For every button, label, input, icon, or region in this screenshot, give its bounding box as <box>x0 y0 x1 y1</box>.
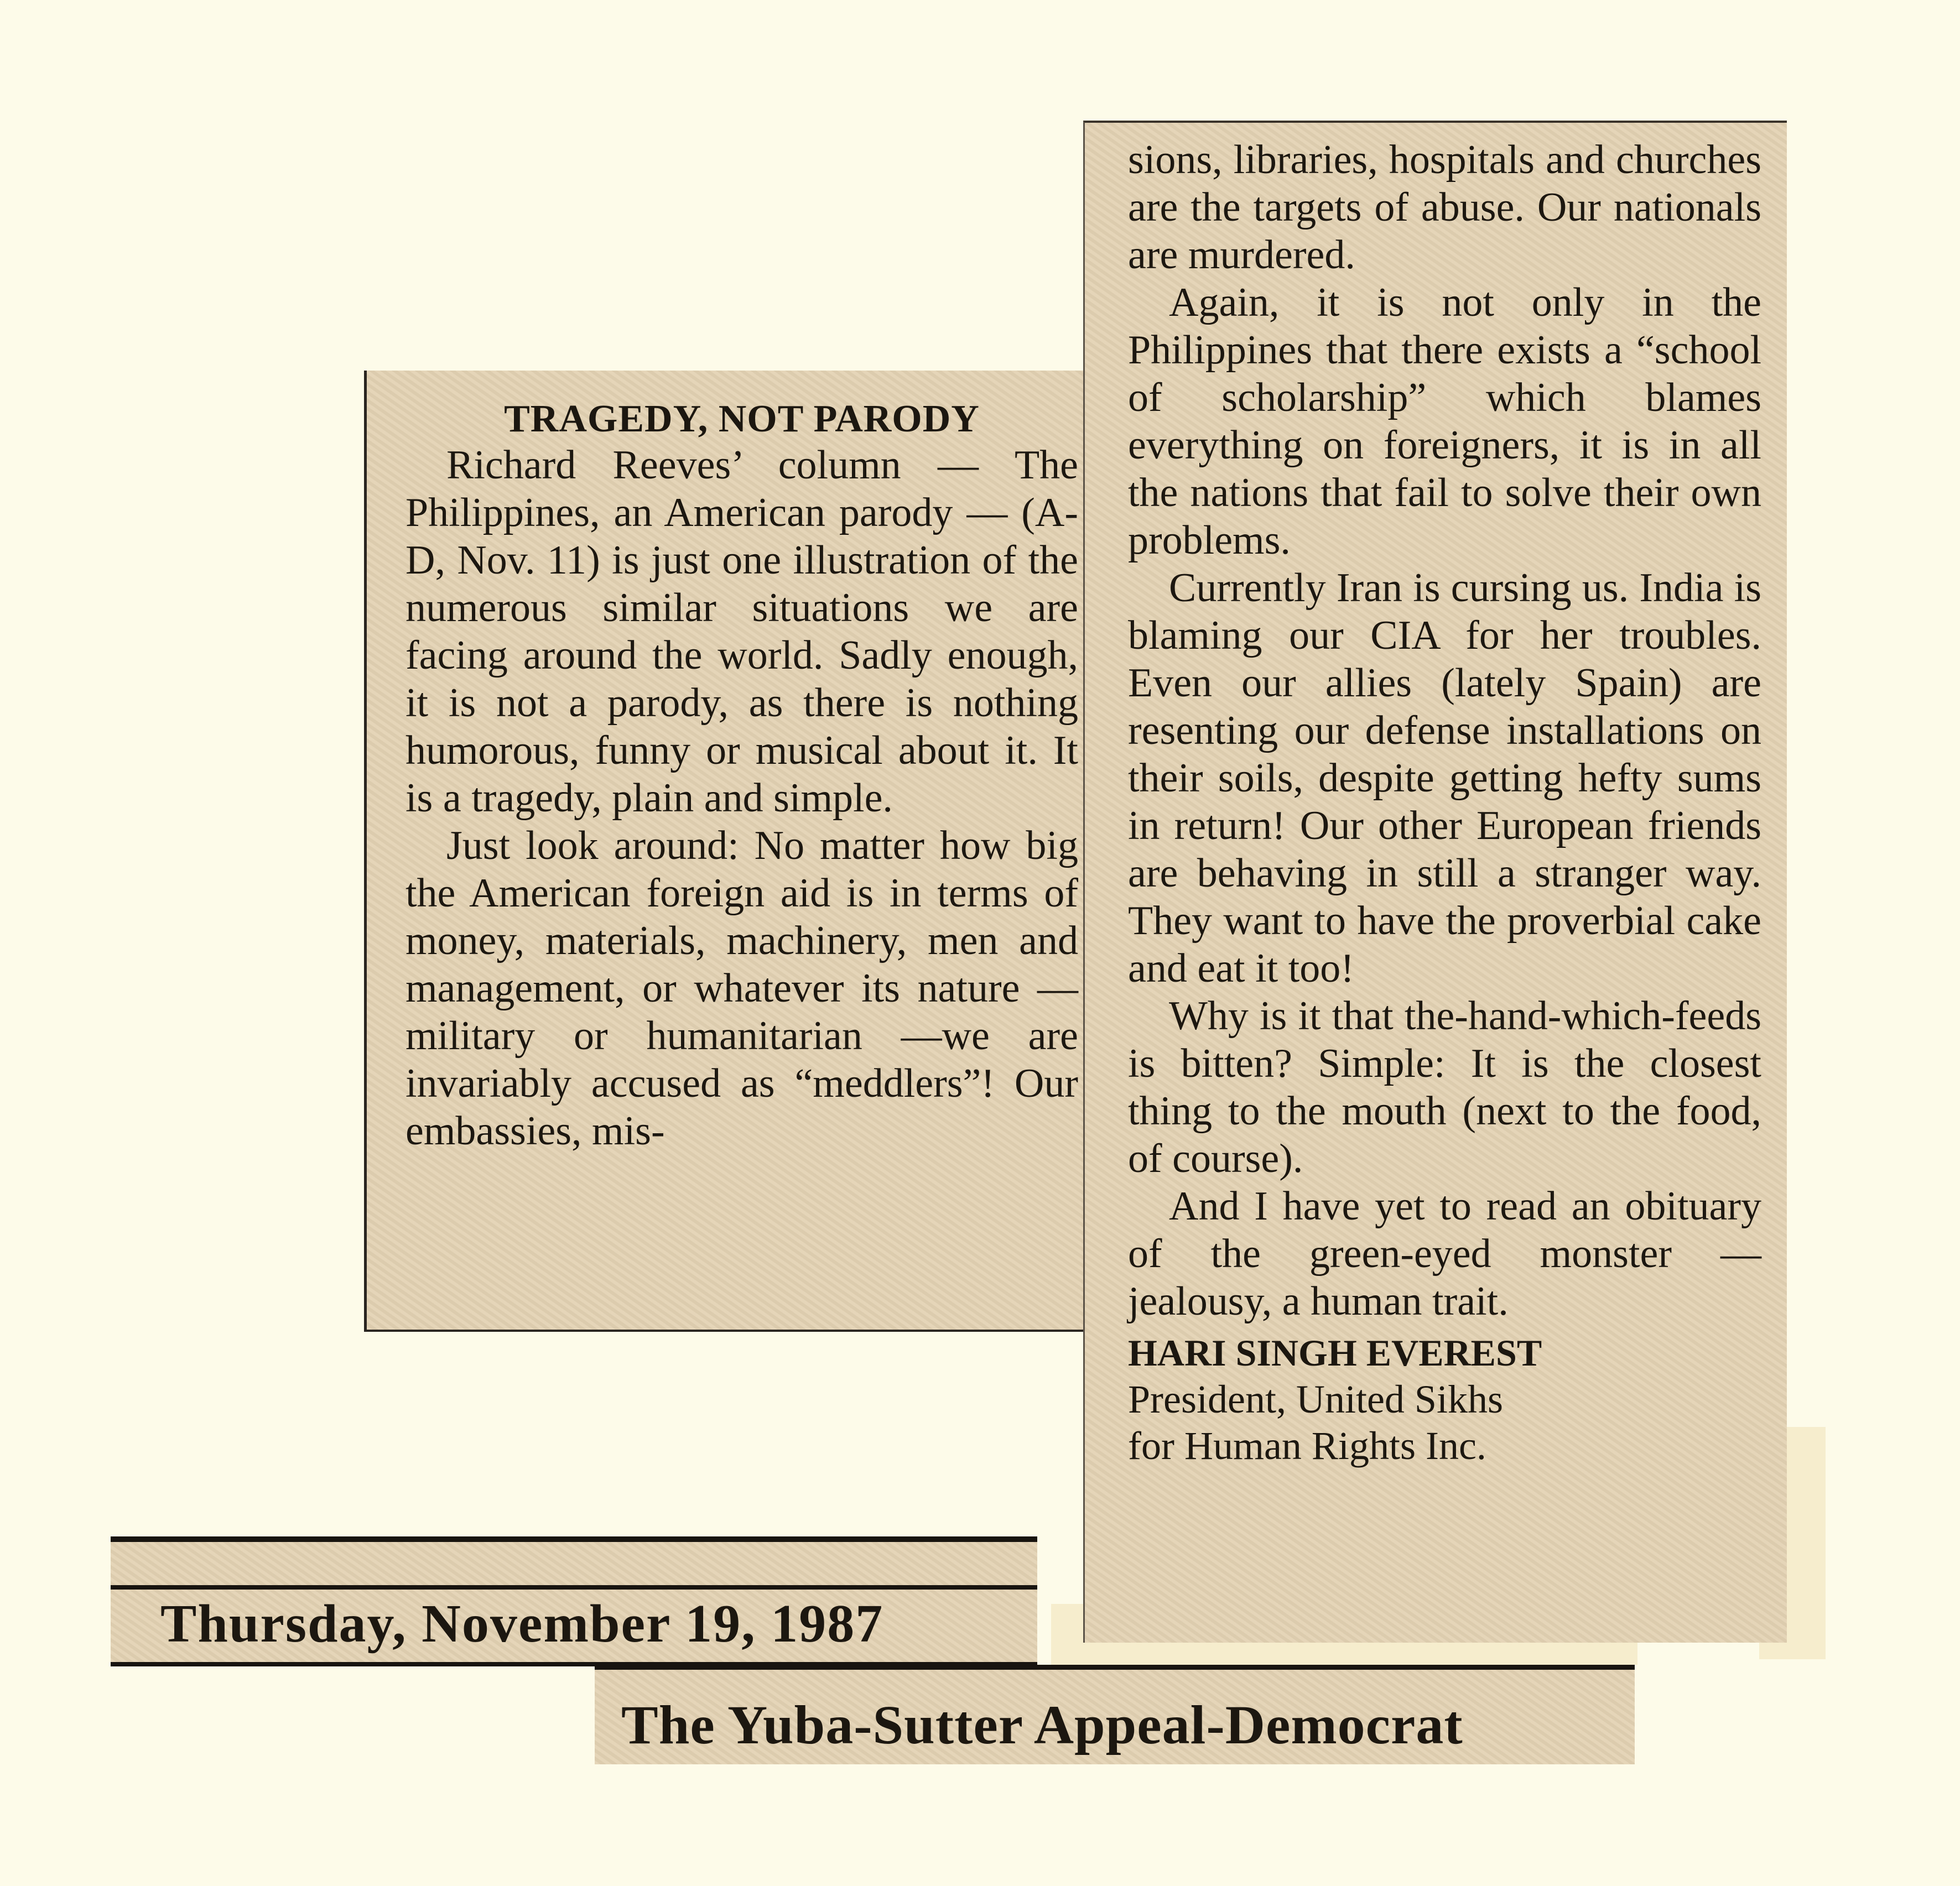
article-paragraph: Currently Iran is cursing us. India is blaming our CIA for her troubles. Even our allies (lately Spain) are resenting our defense installations on their soils, despite getting hefty sums in return! Our other European friends are behaving in still a stranger way. They want to have the proverbial cake and eat it too! <box>1128 565 1761 991</box>
date-clipping <box>111 1536 1037 1666</box>
publication-date: Thursday, November 19, 1987 <box>160 1594 884 1654</box>
rule-line <box>111 1585 1037 1590</box>
signer-name: HARI SINGH EVEREST <box>1128 1332 1542 1374</box>
article-paragraph: And I have yet to read an obituary of the green-eyed monster — jealousy, a human trait. <box>1128 1184 1761 1324</box>
right-clipping <box>1083 121 1787 1643</box>
article-paragraph: Again, it is not only in the Philippines that there exists a “school of scholarship” which blames everything on foreigners, it is in all the nations that fail to solve their own problems. <box>1128 280 1761 563</box>
article-headline: TRAGEDY, NOT PARODY <box>504 398 980 440</box>
article-paragraph-continued: sions, libraries, hospitals and churches are the targets of abuse. Our nationals are murdered. <box>1128 137 1761 278</box>
signer-title: President, United Sikhs <box>1128 1377 1503 1421</box>
left-clipping <box>364 371 1097 1332</box>
newspaper-name-clipping <box>595 1665 1635 1764</box>
article-paragraph: Richard Reeves’ column — The Philippines, an American parody — (A-D, Nov. 11) is just one illustration of the numerous similar situations we are facing around the world. Sadly enough, it is not a parody, as there is nothing humorous, funny or musical about it. It is a tragedy, plain and simple. <box>405 442 1078 821</box>
article-paragraph: Why is it that the-hand-which-feeds is bitten? Simple: It is the closest thing to the mouth (next to the food, of course). <box>1128 993 1761 1181</box>
newspaper-name: The Yuba-Sutter Appeal-Democrat <box>621 1694 1463 1755</box>
signer-title: for Human Rights Inc. <box>1128 1424 1486 1468</box>
article-paragraph: Just look around: No matter how big the American foreign aid is in terms of money, materials, machinery, men and management, or whatever its nature —military or humanitarian —we are invariably accused as “meddlers”! Our embassies, mis- <box>405 823 1078 1154</box>
